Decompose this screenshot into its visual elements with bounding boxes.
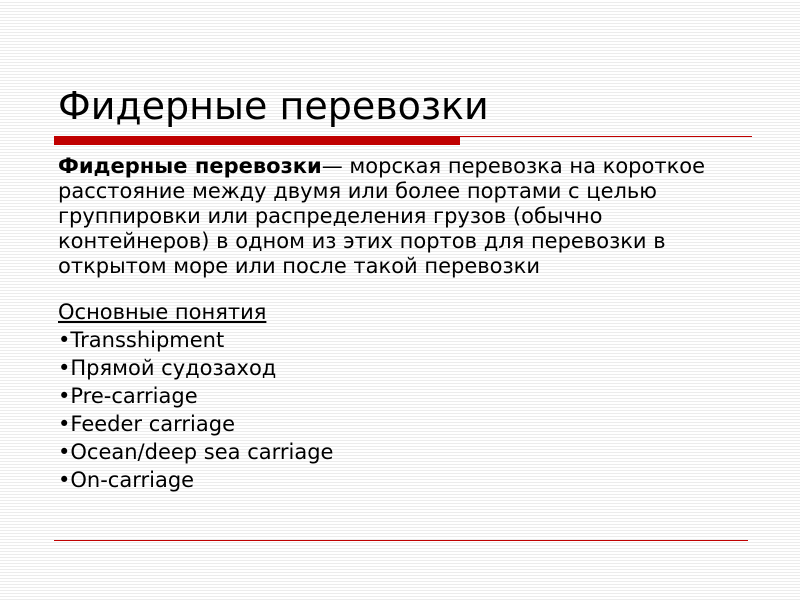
definition-paragraph: [58, 154, 748, 279]
definition-text: — морская перевозка на короткое расстояние между двумя или более портами с целью группировки или распределения грузов (обычно контейнеров) в одном из этих портов для перевозки в открытом море или после такой перевозки: [58, 154, 706, 278]
concept-item-pre-carriage: •Pre-carriage: [58, 384, 198, 408]
concept-item-transshipment: •Transshipment: [58, 328, 225, 352]
concept-item-on-carriage: •On-carriage: [58, 468, 195, 492]
definition-term: Фидерные перевозки: [58, 154, 322, 178]
concepts-heading: Основные понятия: [58, 300, 267, 324]
concept-item-ocean-carriage: •Ocean/deep sea carriage: [58, 440, 334, 464]
concepts-list: [58, 326, 333, 494]
slide-title: Фидерные перевозки: [58, 84, 489, 128]
title-accent-bar: [54, 136, 460, 145]
footer-divider-line: [54, 540, 748, 541]
concept-item-feeder-carriage: •Feeder carriage: [58, 412, 235, 436]
concept-item-direct-call: •Прямой судозаход: [58, 356, 277, 380]
